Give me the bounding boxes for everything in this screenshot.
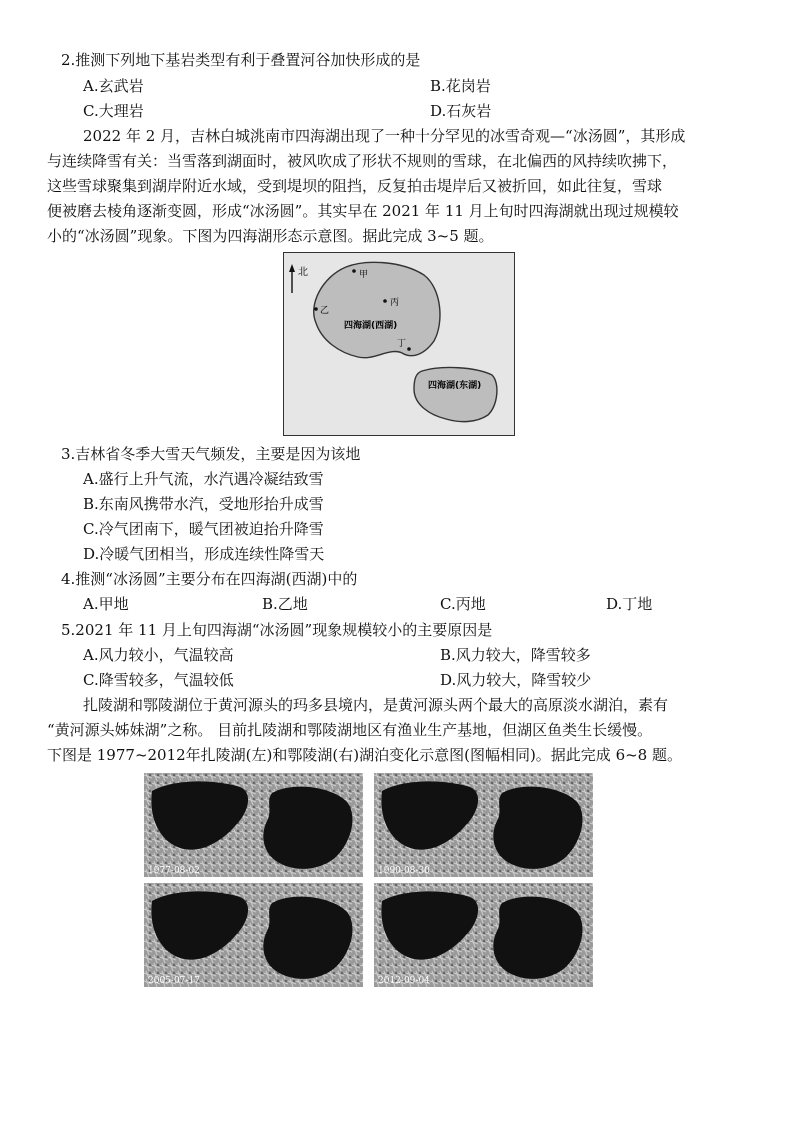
north-arrowhead-icon xyxy=(289,264,295,272)
q4-option-a: A.甲地 xyxy=(83,595,129,613)
q4-option-b: B.乙地 xyxy=(262,595,308,613)
west-lake-label: 四海湖(西湖) xyxy=(344,321,398,331)
q3-option-c: C.冷气团南下，暖气团被迫抬升降雪 xyxy=(83,520,324,538)
sihai-lake-map-svg xyxy=(284,253,514,435)
q3-option-b: B.东南风携带水汽，受地形抬升成雪 xyxy=(83,495,324,513)
passage2-line-2: “黄河源头姊妹湖”之称。 目前扎陵湖和鄂陵湖地区有渔业生产基地，但湖区鱼类生长缓慢。 xyxy=(47,721,653,739)
point-yi-marker xyxy=(314,307,318,311)
east-lake-label: 四海湖(东湖) xyxy=(428,381,482,391)
q2-option-c: C.大理岩 xyxy=(83,102,144,120)
photo-3-date: 2005-07-17 xyxy=(148,976,200,986)
q4-option-c: C.丙地 xyxy=(440,595,486,613)
point-bing-label: 丙 xyxy=(390,298,400,308)
sihai-lake-map xyxy=(283,252,515,436)
q2-option-b: B.花岗岩 xyxy=(430,77,491,95)
west-lake-shape xyxy=(314,262,440,357)
q5-option-b: B.风力较大，降雪较多 xyxy=(440,646,591,664)
q2-option-d: D.石灰岩 xyxy=(430,102,492,120)
q2-stem: 2.推测下列地下基岩类型有利于叠置河谷加快形成的是 xyxy=(61,51,421,69)
point-ding-label: 丁 xyxy=(397,339,407,349)
passage1-line-2: 与连续降雪有关：当雪落到湖面时，被风吹成了形状不规则的雪球，在北偏西的风持续吹拂下， xyxy=(47,152,678,170)
q4-stem: 4.推测“冰汤圆”主要分布在四海湖(西湖)中的 xyxy=(61,570,358,588)
satellite-photo-2 xyxy=(374,773,593,877)
north-label: 北 xyxy=(298,267,308,278)
point-jia-label: 甲 xyxy=(359,270,369,280)
passage2-line-3: 下图是 1977~2012年扎陵湖(左)和鄂陵湖(右)湖泊变化示意图(图幅相同)。据此完成 6~8 题。 xyxy=(47,746,682,764)
q5-option-a: A.风力较小，气温较高 xyxy=(83,646,234,664)
q5-option-c: C.降雪较多，气温较低 xyxy=(83,671,234,689)
point-jia-marker xyxy=(352,269,356,273)
passage1-line-3: 这些雪球聚集到湖岸附近水域，受到堤坝的阻挡，反复拍击堤岸后又被折回，如此往复，雪球 xyxy=(47,177,663,195)
q3-option-a: A.盛行上升气流，水汽遇冷凝结致雪 xyxy=(83,470,324,488)
q3-stem: 3.吉林省冬季大雪天气频发，主要是因为该地 xyxy=(61,445,361,463)
satellite-photo-4 xyxy=(374,883,593,987)
passage2-line-1: 扎陵湖和鄂陵湖位于黄河源头的玛多县境内，是黄河源头两个最大的高原淡水湖泊，素有 xyxy=(83,696,669,714)
photo-2-date: 1990-08-30 xyxy=(378,866,430,876)
q5-option-d: D.风力较大，降雪较少 xyxy=(440,671,592,689)
q5-stem: 5.2021 年 11 月上旬四海湖“冰汤圆”现象规模较小的主要原因是 xyxy=(61,621,493,639)
east-lake-shape xyxy=(414,368,497,422)
q3-option-d: D.冷暖气团相当，形成连续性降雪天 xyxy=(83,545,325,563)
passage1-line-5: 小的“冰汤圆”现象。下图为四海湖形态示意图。据此完成 3~5 题。 xyxy=(47,227,494,245)
satellite-photo-3 xyxy=(144,883,363,987)
point-bing-marker xyxy=(383,299,387,303)
satellite-photo-1 xyxy=(144,773,363,877)
photo-1-date: 1977-08-02 xyxy=(148,866,200,876)
point-ding-marker xyxy=(407,347,411,351)
q4-option-d: D.丁地 xyxy=(606,595,653,613)
photo-4-date: 2012-09-04 xyxy=(378,976,430,986)
q2-option-a: A.玄武岩 xyxy=(83,77,144,95)
passage1-line-4: 便被磨去棱角逐渐变圆，形成“冰汤圆”。其实早在 2021 年 11 月上旬时四海湖就出现过规模较 xyxy=(47,202,679,220)
passage1-line-1: 2022 年 2 月，吉林白城洮南市四海湖出现了一种十分罕见的冰雪奇观—“冰汤圆”，其形成 xyxy=(83,127,686,145)
point-yi-label: 乙 xyxy=(320,306,330,316)
